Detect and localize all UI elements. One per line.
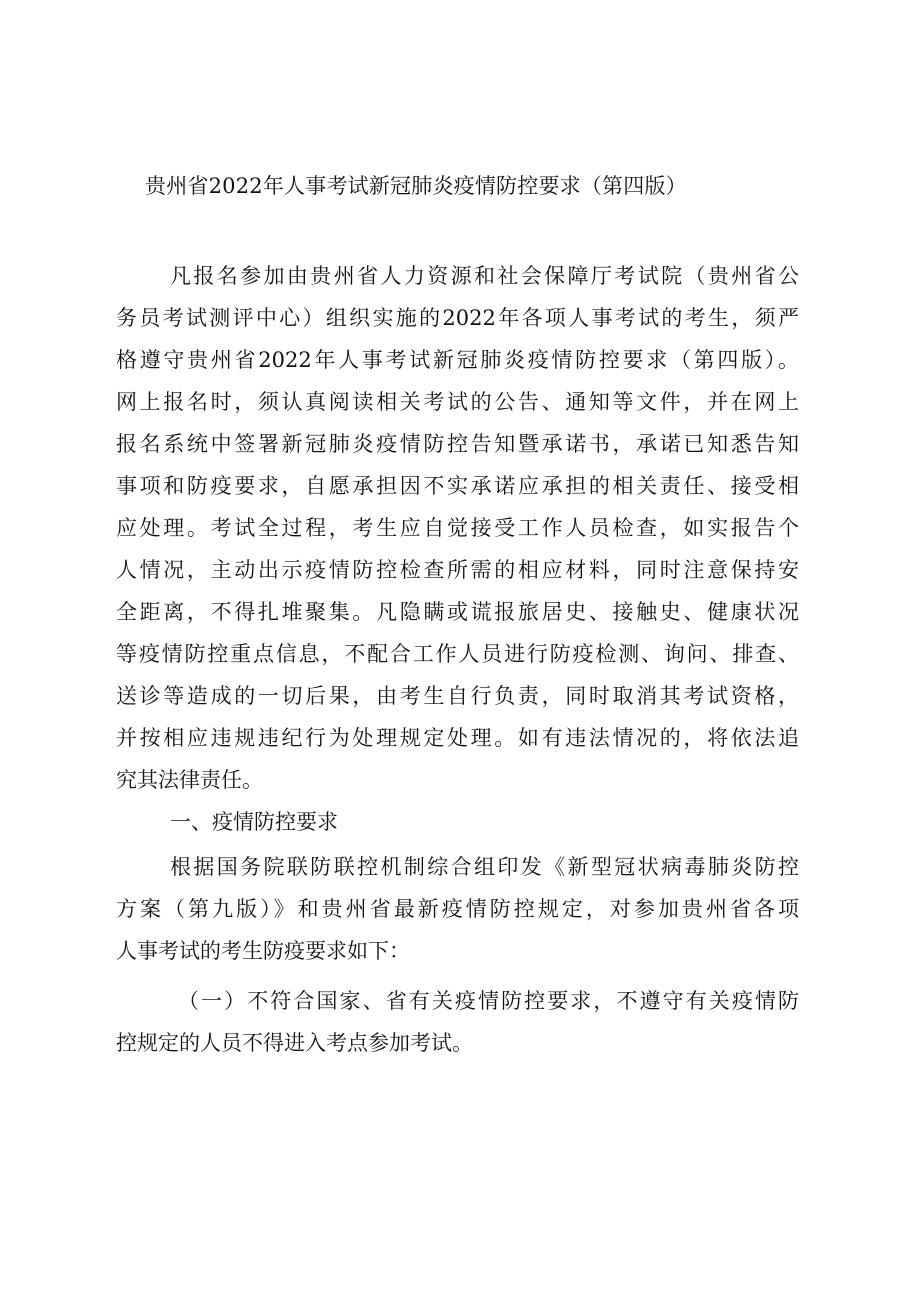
section1-line-3: 人事考试的考生防疫要求如下： [116,939,410,963]
intro-line-7: 应处理。考试全过程，考生应自觉接受工作人员检查，如实报告个 [116,516,799,540]
intro-line-13: 究其法律责任。 [116,768,263,792]
intro-line-1: 凡报名参加由贵州省人力资源和社会保障厅考试院（贵州省公 [170,264,799,288]
intro-line-4: 网上报名时，须认真阅读相关考试的公告、通知等文件，并在网上 [116,390,799,414]
intro-line-8: 人情况，主动出示疫情防控检查所需的相应材料，同时注意保持安 [116,558,799,582]
intro-line-6: 事项和防疫要求，自愿承担因不实承诺应承担的相关责任、接受相 [116,474,799,498]
section-heading: 一、疫情防控要求 [170,810,338,834]
intro-line-11: 送诊等造成的一切后果，由考生自行负责，同时取消其考试资格， [116,684,799,708]
section1-line-2: 方案（第九版）》和贵州省最新疫情防控规定，对参加贵州省各项 [116,897,799,921]
intro-line-12: 并按相应违规违纪行为处理规定处理。如有违法情况的，将依法追 [116,726,799,750]
item1-line-1: （一）不符合国家、省有关疫情防控要求，不遵守有关疫情防 [178,989,799,1013]
intro-line-5: 报名系统中签署新冠肺炎疫情防控告知暨承诺书，承诺已知悉告知 [116,432,799,456]
item1-line-2: 控规定的人员不得进入考点参加考试。 [116,1031,473,1055]
intro-line-9: 全距离，不得扎堆聚集。凡隐瞒或谎报旅居史、接触史、健康状况 [116,600,799,624]
intro-line-2: 务员考试测评中心）组织实施的2022年各项人事考试的考生，须严 [116,306,799,330]
intro-line-3: 格遵守贵州省2022年人事考试新冠肺炎疫情防控要求（第四版）。 [116,348,799,372]
document-title: 贵州省2022年人事考试新冠肺炎疫情防控要求（第四版） [145,174,687,198]
intro-line-10: 等疫情防控重点信息，不配合工作人员进行防疫检测、询问、排查、 [116,642,799,666]
section1-line-1: 根据国务院联防联控机制综合组印发《新型冠状病毒肺炎防控 [170,855,799,879]
